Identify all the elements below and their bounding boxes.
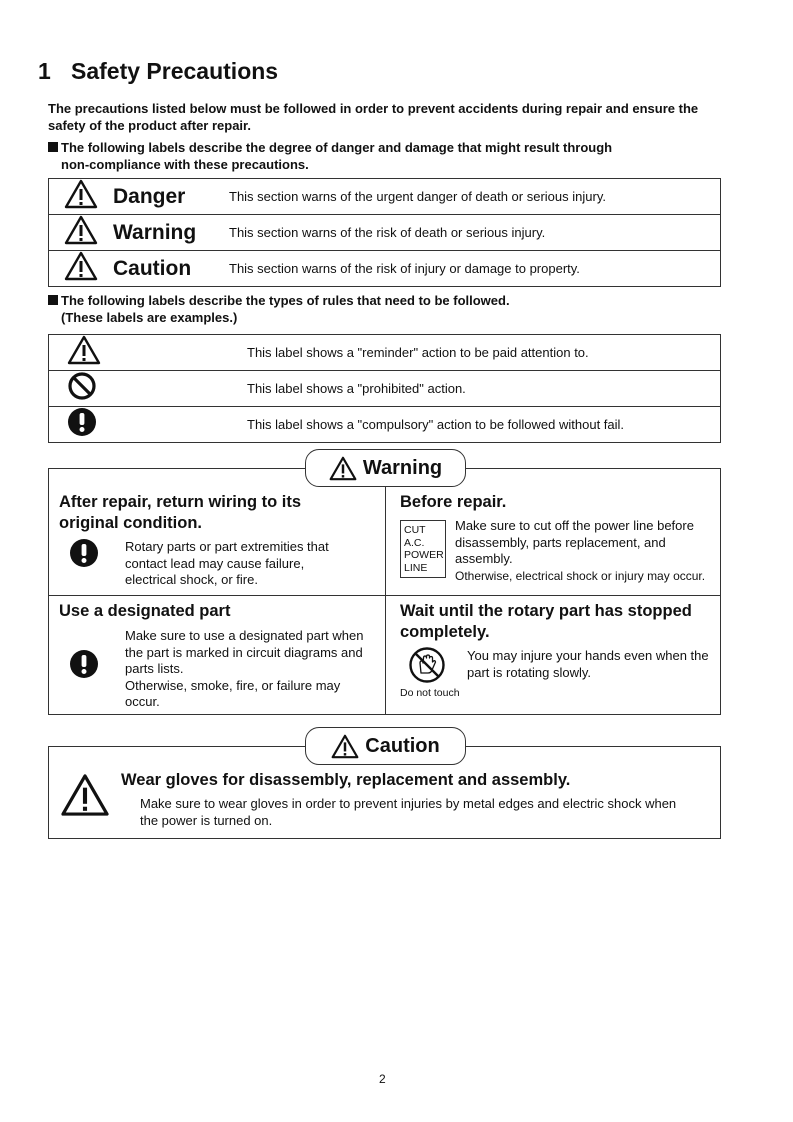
cell-title: original condition. [59, 514, 202, 532]
text-line: assembly. [455, 551, 513, 566]
do-not-touch-icon [408, 646, 446, 689]
level-row [49, 215, 721, 251]
vertical-divider [385, 469, 386, 714]
level-desc: This section warns of the risk of death or serious injury. [229, 215, 721, 251]
page-number: 2 [379, 1072, 386, 1086]
caution-text [140, 796, 710, 829]
text-line: electrical shock, or fire. [125, 572, 258, 587]
cell-title: After repair, return wiring to its [59, 493, 302, 511]
rules-intro-line2: (These labels are examples.) [61, 309, 238, 325]
after-repair-text [125, 539, 375, 589]
levels-intro [48, 140, 738, 173]
compulsory-icon [69, 649, 99, 684]
cut-power-label [400, 520, 446, 578]
caution-icon [331, 734, 359, 759]
rotary-wait-cell [400, 601, 715, 643]
label-line: CUT [404, 524, 426, 536]
caution-icon [60, 773, 110, 822]
warning-icon [49, 215, 114, 251]
caution-tab [305, 727, 466, 765]
level-name: Danger [113, 179, 229, 215]
level-name: Caution [113, 251, 229, 287]
rules-intro-line1: The following labels describe the types of rules that need to be followed. [61, 293, 510, 308]
designated-part-text [125, 628, 380, 711]
text-line: occur. [125, 694, 160, 709]
level-row [49, 179, 721, 215]
text-line: parts lists. [125, 661, 184, 676]
text-line: Otherwise, smoke, fire, or failure may [125, 677, 341, 693]
before-repair-cell [400, 492, 710, 513]
section-number: 1 [38, 58, 51, 84]
label-line: POWER [404, 549, 444, 561]
bullet-square [48, 295, 58, 305]
cell-title: Use a designated part [59, 602, 231, 620]
rule-row [49, 335, 721, 371]
rule-desc: This label shows a "compulsory" action to be followed without fail. [247, 407, 721, 443]
caution-title: Wear gloves for disassembly, replacement and assembly. [121, 771, 571, 789]
text-line: Make sure to cut off the power line before [455, 518, 694, 533]
text-line: the power is turned on. [140, 812, 273, 828]
warning-icon [329, 456, 357, 481]
text-line: Otherwise, electrical shock or injury may occur. [455, 568, 706, 583]
level-desc: This section warns of the urgent danger of death or serious injury. [229, 179, 721, 215]
cell-title: Wait until the rotary part has stopped [400, 602, 692, 620]
level-row [49, 251, 721, 287]
caution-icon [49, 251, 114, 287]
section-title: Safety Precautions [71, 58, 279, 84]
designated-part-cell [59, 601, 379, 622]
levels-intro-line2: non-compliance with these precautions. [61, 156, 309, 172]
danger-icon [49, 179, 114, 215]
page-title [38, 58, 278, 85]
levels-intro-line1: The following labels describe the degree of danger and damage that might result through [61, 140, 613, 155]
warning-tab [305, 449, 466, 487]
bullet-square [48, 142, 58, 152]
compulsory-icon [49, 407, 248, 443]
icon-caption: Do not touch [400, 687, 460, 699]
cell-title: Before repair. [400, 493, 507, 511]
text-line: Rotary parts or part extremities that [125, 539, 329, 554]
levels-table [48, 178, 721, 287]
text-line: part is rotating slowly. [467, 664, 592, 680]
label-line: LINE [404, 561, 428, 574]
tab-label: Warning [362, 456, 443, 479]
rotary-wait-text [467, 648, 717, 681]
reminder-triangle-icon [49, 335, 248, 371]
caution-title-wrap [121, 770, 711, 791]
rule-row [49, 407, 721, 443]
text-line: disassembly, parts replacement, and [455, 534, 666, 550]
intro-paragraph: The precautions listed below must be followed in order to prevent accidents during repair and ensure the safety of the product after repair. [48, 101, 699, 133]
text-line: the part is marked in circuit diagrams and [125, 644, 363, 660]
label-line: A.C. [404, 536, 425, 549]
rule-row [49, 371, 721, 407]
text-line: Make sure to use a designated part when [125, 628, 364, 643]
text-line: contact lead may cause failure, [125, 555, 305, 571]
text-line: Make sure to wear gloves in order to prevent injuries by metal edges and electric shock when [140, 796, 677, 811]
before-repair-text [455, 518, 717, 584]
after-repair-cell [59, 492, 379, 534]
text-line: You may injure your hands even when the [467, 648, 709, 663]
horizontal-divider [49, 595, 720, 596]
cell-title: completely. [400, 623, 490, 641]
rule-desc: This label shows a "reminder" action to be paid attention to. [247, 335, 721, 371]
rule-desc: This label shows a "prohibited" action. [247, 371, 721, 407]
compulsory-icon [69, 538, 99, 573]
tab-label: Caution [365, 734, 440, 757]
rules-table [48, 334, 721, 443]
rules-intro [48, 293, 738, 326]
warning-box [48, 468, 721, 715]
level-desc: This section warns of the risk of injury or damage to property. [229, 251, 721, 287]
prohibited-icon [49, 371, 248, 407]
level-name: Warning [113, 215, 229, 251]
